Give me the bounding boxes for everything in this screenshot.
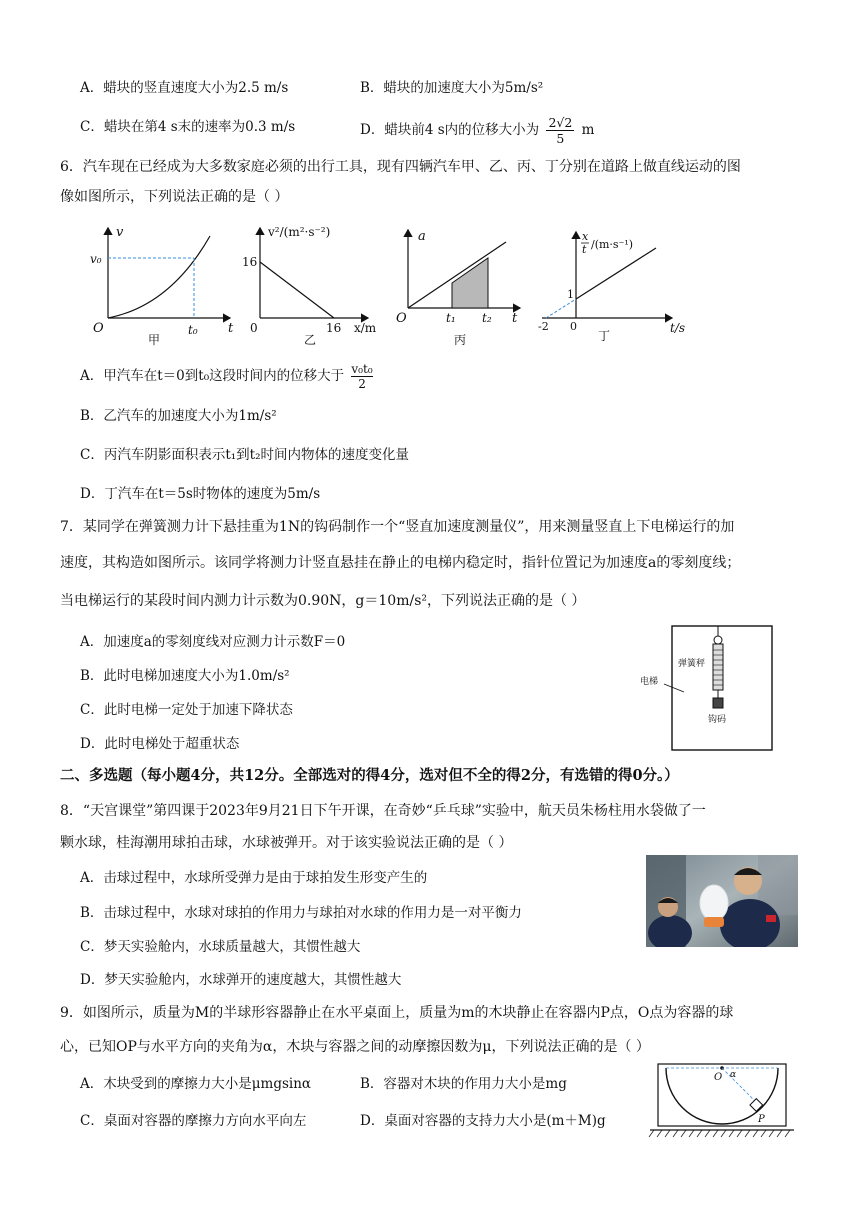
q9-option-c: C．桌面对容器的摩擦力方向水平向左 <box>80 1113 307 1129</box>
label-alpha: α <box>730 1070 737 1080</box>
q7-option-c: C．此时电梯一定处于加速下降状态 <box>80 702 293 718</box>
q5-option-d-fraction <box>546 115 574 146</box>
ding-line <box>576 248 656 299</box>
jia-curve <box>108 236 210 318</box>
bing-origin: O <box>396 311 407 326</box>
ding-caption: 丁 <box>598 329 611 343</box>
q5-option-d-unit: m <box>581 122 595 138</box>
astronaut-photo <box>646 855 798 947</box>
jia-caption: 甲 <box>148 333 161 346</box>
jia-v0: v₀ <box>90 252 102 266</box>
q7-option-a: A．加速度a的零刻度线对应测力计示数F＝0 <box>80 634 346 650</box>
spring-scale-body <box>713 644 723 690</box>
bing-t2: t₂ <box>482 311 492 325</box>
q8-stem-line2: 颗水球，桂海潮用球拍击球，水球被弹开。对于该实验说法正确的是（ ） <box>60 835 513 851</box>
q6-option-a <box>80 362 373 391</box>
label-O: O <box>714 1072 723 1083</box>
label-P: P <box>758 1114 765 1125</box>
q8-option-b: B．击球过程中，水球对球拍的作用力与球拍对水球的作用力是一对平衡力 <box>80 905 522 921</box>
q6-option-b: B．乙汽车的加速度大小为1m/s² <box>80 408 277 424</box>
q5-option-b: B．蜡块的加速度大小为5m/s² <box>360 80 544 96</box>
q6-option-a-text: A．甲汽车在t＝0到t₀这段时间内的位移大于 <box>80 368 345 384</box>
q6-option-a-fraction <box>351 362 372 391</box>
yi-x16: 16 <box>326 321 342 335</box>
q7-option-d: D．此时电梯处于超重状态 <box>80 736 240 752</box>
graph-ding <box>536 222 696 346</box>
q6-option-a-numerator: v₀t₀ <box>351 362 373 376</box>
flag-patch <box>766 915 776 922</box>
bing-shaded-area <box>452 258 488 308</box>
ding-origin: 0 <box>570 320 577 333</box>
q8-option-a: A．击球过程中，水球所受弹力是由于球拍发生形变产生的 <box>80 870 428 886</box>
ding-ylabel-unit: /(m·s⁻¹) <box>591 238 634 251</box>
ding-dashed-extension <box>546 299 576 318</box>
q5-option-a: A．蜡块的竖直速度大小为2.5 m/s <box>80 80 289 96</box>
elevator-figure <box>636 622 776 754</box>
q6-option-d: D．丁汽车在t＝5s时物体的速度为5m/s <box>80 486 321 502</box>
q8-stem-line1: 8．“天宫课堂”第四课于2023年9月21日下午开课，在奇妙“乒乓球”实验中，航天员朱杨柱用水袋做了一 <box>60 803 706 819</box>
jia-xlabel: t <box>228 321 234 336</box>
q5-option-d <box>360 115 594 146</box>
wood-block <box>750 1099 763 1112</box>
q9-stem-line2: 心，已知OP与水平方向的夹角为α，木块与容器之间的动摩擦因数为μ，下列说法正确的是（ ） <box>60 1039 650 1055</box>
bing-ylabel: a <box>418 229 426 244</box>
q5-option-d-text: D．蜡块前4 s内的位移大小为 <box>360 122 540 138</box>
yi-origin: 0 <box>250 321 258 335</box>
q9-stem-line1: 9．如图所示，质量为M的半球形容器静止在水平桌面上，质量为m的木块静止在容器内P点，O点为容器的球 <box>60 1005 734 1021</box>
weight-label: 钩码 <box>708 715 727 725</box>
bing-xlabel: t <box>512 311 518 326</box>
yi-caption: 乙 <box>304 333 317 346</box>
q8-option-d: D．梦天实验舱内，水球弹开的速度越大，其惯性越大 <box>80 972 402 988</box>
q6-stem-line1: 6．汽车现在已经成为大多数家庭必须的出行工具，现有四辆汽车甲、乙、丙、丁分别在道路上做直线运动的图 <box>60 159 741 175</box>
bing-t1: t₁ <box>446 311 456 325</box>
graph-jia <box>90 222 240 346</box>
ding-y1: 1 <box>567 288 574 301</box>
ding-xlabel: t/s <box>670 321 686 335</box>
q7-stem-line2: 速度，其构造如图所示。该同学将测力计竖直悬挂在静止的电梯内稳定时，指针位置记为加速度a的零刻度线； <box>60 555 741 571</box>
paddle <box>704 917 724 927</box>
elevator-pointer <box>664 684 684 692</box>
section-multiple-choice-heading: 二、多选题（每小题4分，共12分。全部选对的得4分，选对但不全的得2分，有选错的得0分。） <box>60 767 679 784</box>
q6-option-a-denominator: 2 <box>358 377 366 391</box>
q5-option-d-numerator: 2√2 <box>548 115 573 130</box>
ding-xm2: -2 <box>538 320 549 333</box>
q7-stem-line3: 当电梯运行的某段时间内测力计示数为0.90N，g＝10m/s²，下列说法正确的是（ ） <box>60 593 586 609</box>
q9-option-a: A．木块受到的摩擦力大小是μmgsinα <box>80 1076 312 1092</box>
water-ball <box>700 885 728 921</box>
yi-xlabel: x/m <box>354 321 377 335</box>
ding-ylabel-num: x <box>582 230 589 243</box>
graph-yi <box>242 222 380 346</box>
q9-option-b: B．容器对木块的作用力大小是mg <box>360 1076 567 1092</box>
bing-caption: 丙 <box>454 333 467 346</box>
q9-option-d: D．桌面对容器的支持力大小是(m＋M)g <box>360 1113 606 1129</box>
jia-ylabel: v <box>116 225 124 240</box>
q6-option-c: C．丙汽车阴影面积表示t₁到t₂时间内物体的速度变化量 <box>80 447 410 463</box>
q5-option-d-denominator: 5 <box>556 131 565 146</box>
yi-16: 16 <box>242 255 258 269</box>
q5-option-c: C．蜡块在第4 s末的速率为0.3 m/s <box>80 119 296 135</box>
hook-weight <box>713 698 723 708</box>
q6-stem-line2: 像如图所示，下列说法正确的是（ ） <box>60 189 289 205</box>
jia-t0: t₀ <box>188 323 198 337</box>
graph-bing <box>396 222 526 346</box>
q8-option-c: C．梦天实验舱内，水球质量越大，其惯性越大 <box>80 939 361 955</box>
elevator-label: 电梯 <box>640 677 659 687</box>
hemisphere-figure <box>646 1060 798 1142</box>
q7-option-b: B．此时电梯加速度大小为1.0m/s² <box>80 668 290 684</box>
spring-scale-hook-top <box>714 636 722 644</box>
ding-ylabel-den: t <box>582 243 587 256</box>
spring-scale-label: 弹簧秤 <box>678 659 706 669</box>
yi-line <box>260 262 334 318</box>
yi-ylabel: v²/(m²·s⁻²) <box>268 225 331 239</box>
q7-stem-line1: 7．某同学在弹簧测力计下悬挂重为1N的钩码制作一个“竖直加速度测量仪”，用来测量竖直上下电梯运行的加 <box>60 519 735 535</box>
jia-origin: O <box>93 321 104 336</box>
